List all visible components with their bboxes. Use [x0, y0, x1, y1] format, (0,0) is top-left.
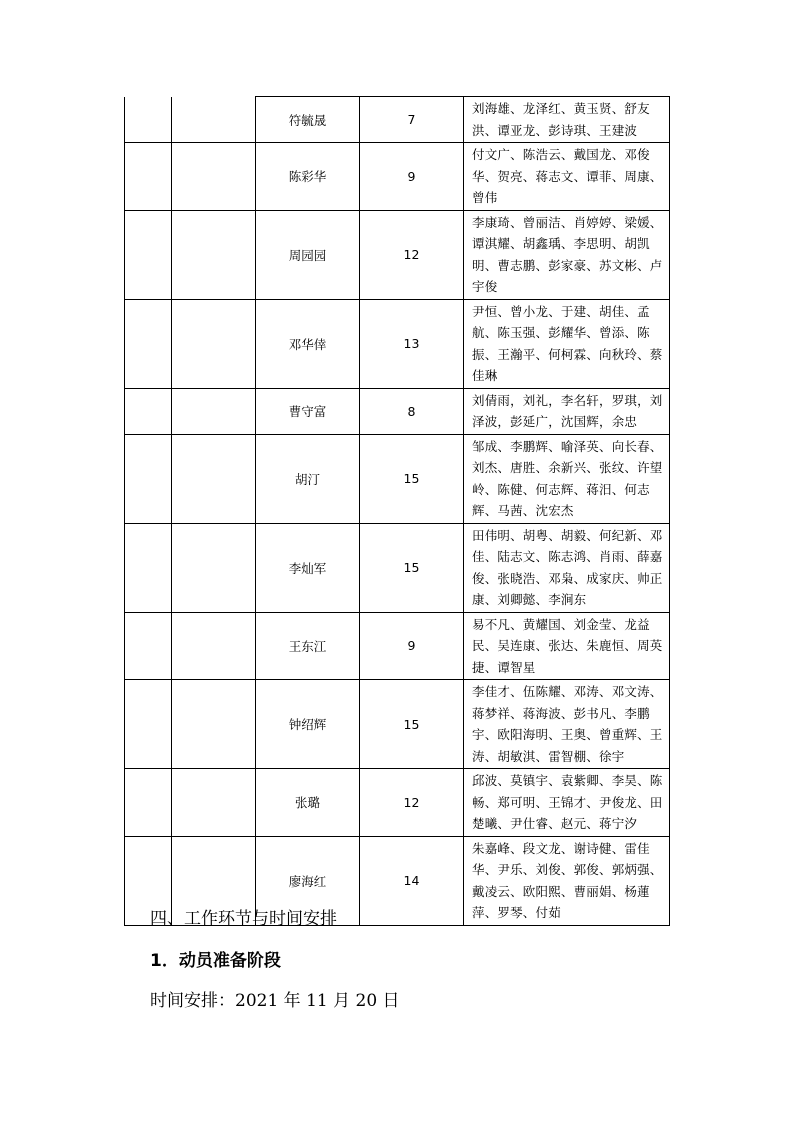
table-row: [125, 388, 670, 434]
blank-cell: [172, 680, 256, 769]
blank-cell: [172, 97, 256, 143]
members-cell: 付文广、陈浩云、戴国龙、邓俊华、贺亮、蒋志文、谭菲、周康、曾伟: [464, 143, 670, 211]
members-cell: 易不凡、黄耀国、刘金莹、龙益民、吴连康、张达、朱鹿恒、周英捷、谭智星: [464, 612, 670, 680]
table-row: [125, 299, 670, 388]
blank-cell: [172, 769, 256, 837]
members-cell: 田伟明、胡粤、胡毅、何纪新、邓佳、陆志文、陈志鸿、肖雨、薛嘉俊、张晓浩、邓枭、成家庆、帅正康、刘卿懿、李涧东: [464, 523, 670, 612]
table-row: [125, 143, 670, 211]
leader-cell: 曹守富: [256, 388, 360, 434]
blank-cell: [172, 143, 256, 211]
table-row: [125, 612, 670, 680]
blank-cell: [125, 434, 172, 523]
leader-cell: 王东江: [256, 612, 360, 680]
table-row: [125, 97, 670, 143]
blank-cell: [125, 769, 172, 837]
table-row: [125, 769, 670, 837]
stage-subheading: 1．动员准备阶段: [150, 951, 281, 971]
members-cell: 尹恒、曾小龙、于建、胡佳、孟航、陈玉强、彭耀华、曾添、陈振、王瀚平、何柯霖、向秋玲、蔡佳琳: [464, 299, 670, 388]
blank-cell: [172, 299, 256, 388]
members-cell: 朱嘉峰、段文龙、谢诗健、雷佳华、尹乐、刘俊、郭俊、郭炳强、戴凌云、欧阳熙、曹丽娟、杨蓮萍、罗琴、付茹: [464, 836, 670, 925]
blank-cell: [125, 388, 172, 434]
leader-cell: 符毓晟: [256, 97, 360, 143]
table-row: [125, 680, 670, 769]
members-cell: 李佳才、伍陈耀、邓涛、邓文涛、蒋梦祥、蒋海波、彭书凡、李鹏宇、欧阳海明、王奥、曾重辉、王涛、胡敏淇、雷智棚、徐宇: [464, 680, 670, 769]
blank-cell: [172, 434, 256, 523]
blank-cell: [172, 612, 256, 680]
table-row: [125, 210, 670, 299]
table-row: [125, 434, 670, 523]
count-cell: 14: [360, 836, 464, 925]
table-row: [125, 523, 670, 612]
members-cell: 邱波、莫镇宇、袁紫卿、李昊、陈畅、郑可明、王锦才、尹俊龙、田楚曦、尹仕睿、赵元、蒋宁汐: [464, 769, 670, 837]
count-cell: 12: [360, 210, 464, 299]
blank-cell: [172, 210, 256, 299]
members-cell: 邹成、李鹏辉、喻泽英、向长春、刘杰、唐胜、余新兴、张纹、许望岭、陈健、何志辉、蒋汨、何志辉、马茜、沈宏杰: [464, 434, 670, 523]
leader-cell: 胡汀: [256, 434, 360, 523]
blank-cell: [125, 612, 172, 680]
leader-cell: 李灿军: [256, 523, 360, 612]
count-cell: 13: [360, 299, 464, 388]
schedule-time-line: 时间安排：2021 年 11 月 20 日: [150, 991, 400, 1011]
section-heading: 四、工作环节与时间安排: [150, 909, 337, 929]
members-cell: 刘倩雨，刘礼，李名轩，罗琪，刘泽波，彭延广，沈国辉，余忠: [464, 388, 670, 434]
leader-cell: 钟绍辉: [256, 680, 360, 769]
count-cell: 15: [360, 434, 464, 523]
blank-cell: [172, 523, 256, 612]
blank-cell: [125, 680, 172, 769]
count-cell: 9: [360, 143, 464, 211]
leader-cell: 邓华倖: [256, 299, 360, 388]
leader-cell: 张璐: [256, 769, 360, 837]
leader-cell: 陈彩华: [256, 143, 360, 211]
member-roster-table: [124, 96, 670, 926]
blank-cell: [125, 97, 172, 143]
leader-cell: 周园园: [256, 210, 360, 299]
members-cell: 李康琦、曾丽洁、肖婷婷、梁媛、谭淇耀、胡鑫瑀、李思明、胡凯明、曹志鹏、彭家豪、苏文彬、卢宇俊: [464, 210, 670, 299]
count-cell: 8: [360, 388, 464, 434]
blank-cell: [125, 299, 172, 388]
count-cell: 15: [360, 523, 464, 612]
count-cell: 12: [360, 769, 464, 837]
blank-cell: [125, 523, 172, 612]
blank-cell: [125, 143, 172, 211]
leader-cell: 廖海红: [256, 836, 360, 925]
count-cell: 9: [360, 612, 464, 680]
count-cell: 7: [360, 97, 464, 143]
blank-cell: [125, 210, 172, 299]
blank-cell: [172, 388, 256, 434]
members-cell: 刘海雄、龙泽红、黄玉贤、舒友洪、谭亚龙、彭诗琪、王建波: [464, 97, 670, 143]
count-cell: 15: [360, 680, 464, 769]
roster-body: [125, 97, 670, 926]
